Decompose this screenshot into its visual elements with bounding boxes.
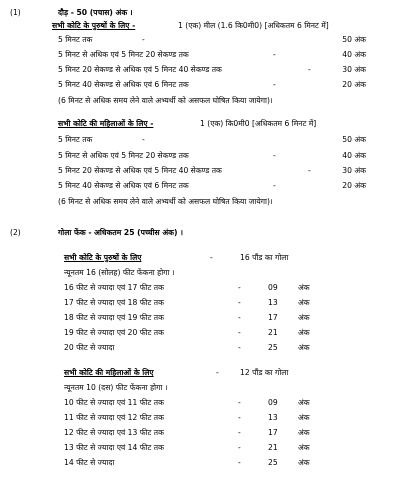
- shotput-women-row-1-points: 09: [268, 398, 278, 407]
- shotput-men-row-1-dash: -: [238, 283, 241, 292]
- shotput-women-row-3-points: 17: [268, 428, 278, 437]
- shotput-men-row-1-unit: अंक: [298, 283, 310, 292]
- shotput-men-row-3-unit: अंक: [298, 313, 310, 322]
- race-men-row-4-text: 5 मिनट 40 सेकण्ड से अधिक एवं 6 मिनट तक: [58, 80, 189, 89]
- shotput-women-row-2-points: 13: [268, 413, 278, 422]
- race-men-row-2-text: 5 मिनट से अधिक एवं 5 मिनट 20 सेकण्ड तक: [58, 50, 189, 59]
- shotput-women-dash: -: [216, 368, 219, 377]
- race-women-row-4-dash: -: [273, 181, 276, 190]
- shotput-women-minimum: न्यूनतम 10 (दस) फीट फेंकना होगा ।: [64, 383, 168, 392]
- shotput-women-row-4-points: 21: [268, 443, 278, 452]
- race-women-row-1-dash: -: [142, 135, 145, 144]
- shotput-women-row-4-dash: -: [238, 443, 241, 452]
- race-men-row-3-points: 30 अंक: [342, 65, 366, 74]
- race-men-row-2-dash: -: [273, 50, 276, 59]
- race-men-row-3-dash: -: [308, 65, 311, 74]
- race-men-spec: 1 (एक) मील (1.6 कि0मी0) [अधिकतम 6 मिनट में]: [178, 21, 329, 30]
- shotput-men-row-3-dash: -: [238, 313, 241, 322]
- race-women-row-1-points: 50 अंक: [342, 135, 366, 144]
- race-men-row-3-text: 5 मिनट 20 सेकण्ड से अधिक एवं 5 मिनट 40 सेकण्ड तक: [58, 65, 222, 74]
- race-women-row-3-points: 30 अंक: [342, 166, 366, 175]
- race-women-row-1-text: 5 मिनट तक: [58, 135, 93, 144]
- shotput-men-row-5-points: 25: [268, 343, 278, 352]
- section-2-heading: गोला फेंक - अधिकतम 25 (पच्चीस अंक) ।: [58, 228, 183, 237]
- section-2-number: (2): [10, 228, 21, 237]
- shotput-women-row-5-dash: -: [238, 458, 241, 467]
- race-women-row-3-dash: -: [308, 166, 311, 175]
- race-women-spec: 1 (एक) कि0मी0 [अधिकतम 6 मिनट में]: [200, 119, 317, 128]
- shotput-men-dash: -: [210, 253, 213, 262]
- race-women-note: (6 मिनट से अधिक समय लेने वाले अभ्यर्थी को असफल घोषित किया जायेगा)।: [58, 197, 273, 206]
- race-women-row-2-points: 40 अंक: [342, 151, 366, 160]
- race-women-label: सभी कोटि की महिलाओं के लिए -: [58, 119, 154, 128]
- section-1-heading: दौड़ - 50 (पचास) अंक ।: [58, 8, 133, 17]
- shotput-men-row-1-text: 16 फीट से ज्यादा एवं 17 फीट तक: [64, 283, 164, 292]
- shotput-men-row-3-points: 17: [268, 313, 278, 322]
- shotput-men-row-4-text: 19 फीट से ज्यादा एवं 20 फीट तक: [64, 328, 164, 337]
- race-men-row-1-text: 5 मिनट तक: [58, 35, 93, 44]
- shotput-women-row-4-unit: अंक: [298, 443, 310, 452]
- shotput-women-row-3-text: 12 फीट से ज्यादा एवं 13 फीट तक: [64, 428, 164, 437]
- shotput-men-row-5-text: 20 फीट से ज्यादा: [64, 343, 115, 352]
- section-1-number: (1): [10, 8, 21, 17]
- race-men-row-4-points: 20 अंक: [342, 80, 366, 89]
- shotput-women-row-1-unit: अंक: [298, 398, 310, 407]
- shotput-women-row-1-dash: -: [238, 398, 241, 407]
- shotput-men-weight: 16 पौंड का गोला: [240, 253, 289, 262]
- shotput-women-row-3-dash: -: [238, 428, 241, 437]
- race-women-row-4-text: 5 मिनट 40 सेकण्ड से अधिक एवं 6 मिनट तक: [58, 181, 189, 190]
- race-women-row-2-text: 5 मिनट से अधिक एवं 5 मिनट 20 सेकण्ड तक: [58, 151, 189, 160]
- shotput-women-label: सभी कोटि की महिलाओं के लिए: [64, 368, 154, 377]
- shotput-men-row-4-dash: -: [238, 328, 241, 337]
- shotput-women-weight: 12 पौंड का गोला: [240, 368, 289, 377]
- shotput-men-row-2-points: 13: [268, 298, 278, 307]
- race-men-label: सभी कोटि के पुरुषों के लिए -: [52, 21, 136, 30]
- shotput-men-row-1-points: 09: [268, 283, 278, 292]
- shotput-men-row-2-text: 17 फीट से ज्यादा एवं 18 फीट तक: [64, 298, 164, 307]
- shotput-men-row-2-dash: -: [238, 298, 241, 307]
- race-men-row-2-points: 40 अंक: [342, 50, 366, 59]
- shotput-women-row-5-text: 14 फीट से ज्यादा: [64, 458, 115, 467]
- race-men-row-1-dash: -: [142, 35, 145, 44]
- shotput-women-row-5-unit: अंक: [298, 458, 310, 467]
- shotput-women-row-3-unit: अंक: [298, 428, 310, 437]
- shotput-men-row-4-unit: अंक: [298, 328, 310, 337]
- shotput-women-row-2-dash: -: [238, 413, 241, 422]
- race-men-row-1-points: 50 अंक: [342, 35, 366, 44]
- shotput-men-row-5-dash: -: [238, 343, 241, 352]
- shotput-women-row-2-unit: अंक: [298, 413, 310, 422]
- shotput-men-label: सभी कोटि के पुरुषों के लिए: [64, 253, 142, 262]
- race-women-row-2-dash: -: [273, 151, 276, 160]
- shotput-women-row-4-text: 13 फीट से ज्यादा एवं 14 फीट तक: [64, 443, 164, 452]
- shotput-women-row-1-text: 10 फीट से ज्यादा एवं 11 फीट तक: [64, 398, 164, 407]
- shotput-men-row-3-text: 18 फीट से ज्यादा एवं 19 फीट तक: [64, 313, 164, 322]
- shotput-men-row-5-unit: अंक: [298, 343, 310, 352]
- shotput-men-row-2-unit: अंक: [298, 298, 310, 307]
- shotput-women-row-2-text: 11 फीट से ज्यादा एवं 12 फीट तक: [64, 413, 164, 422]
- race-men-note: (6 मिनट से अधिक समय लेने वाले अभ्यर्थी को असफल घोषित किया जायेगा)।: [58, 96, 273, 105]
- shotput-women-row-5-points: 25: [268, 458, 278, 467]
- shotput-men-row-4-points: 21: [268, 328, 278, 337]
- race-men-row-4-dash: -: [273, 80, 276, 89]
- race-women-row-4-points: 20 अंक: [342, 181, 366, 190]
- race-women-row-3-text: 5 मिनट 20 सेकण्ड से अधिक एवं 5 मिनट 40 सेकण्ड तक: [58, 166, 222, 175]
- shotput-men-minimum: न्यूनतम 16 (सोलह) फीट फेंकना होगा ।: [64, 268, 175, 277]
